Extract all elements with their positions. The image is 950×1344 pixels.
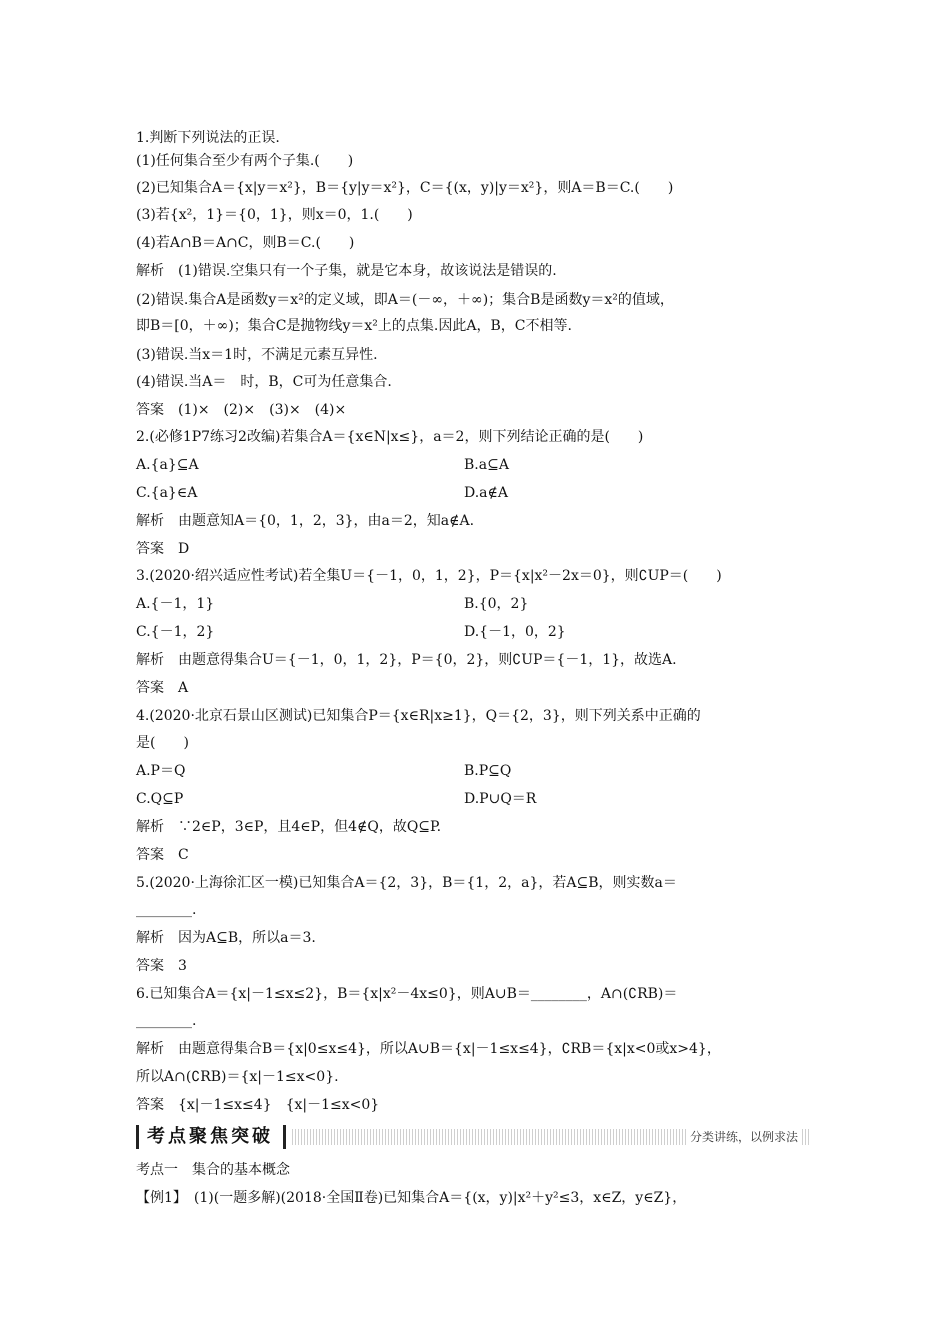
- q1-item-1: (1)任何集合至少有两个子集.( ): [136, 153, 354, 169]
- q3-option-d: D.{－1，0，2}: [464, 624, 566, 640]
- section-banner: [136, 1125, 810, 1149]
- q4-answer: 答案 C: [136, 847, 189, 863]
- q1-analysis-1: 解析 (1)错误.空集只有一个子集，就是它本身，故该说法是错误的.: [136, 263, 557, 279]
- section-banner-title: 考点聚焦突破: [136, 1125, 286, 1149]
- q1-analysis-2: (2)错误.集合A是函数y＝x²的定义域，即A＝(－∞，＋∞)；集合B是函数y＝x²的值域，: [136, 292, 674, 308]
- question-3: 3.(2020·绍兴适应性考试)若全集U＝{－1，0，1，2}，P＝{x|x²－2x＝0}，则∁UP＝( ): [136, 568, 722, 584]
- q4-option-a: A.P＝Q: [136, 763, 186, 779]
- q4-option-b: B.P⊆Q: [464, 763, 512, 779]
- q6-analysis: 解析 由题意得集合B＝{x|0≤x≤4}，所以A∪B＝{x|－1≤x≤4}，∁RB＝{x|x<0或x>4}，: [136, 1041, 721, 1057]
- question-6: 6.已知集合A＝{x|－1≤x≤2}，B＝{x|x²－4x≤0}，则A∪B＝________，A∩(∁RB)＝: [136, 986, 678, 1002]
- question-2: 2.(必修1P7练习2改编)若集合A＝{x∈N|x≤}，a＝2，则下列结论正确的是( ): [136, 429, 644, 445]
- question-1-title: 1.判断下列说法的正误.: [136, 130, 280, 146]
- q2-answer: 答案 D: [136, 541, 190, 557]
- q1-analysis-2-cont: 即B＝[0，＋∞)；集合C是抛物线y＝x²上的点集.因此A，B，C不相等.: [136, 318, 572, 334]
- q4-option-d: D.P∪Q＝R: [464, 791, 537, 807]
- q3-analysis: 解析 由题意得集合U＝{－1，0，1，2}，P＝{0，2}，则∁UP＝{－1，1}，故选A.: [136, 652, 677, 668]
- q1-item-4: (4)若A∩B＝A∩C，则B＝C.( ): [136, 235, 355, 251]
- question-4-cont: 是( ): [136, 735, 189, 751]
- q5-analysis: 解析 因为A⊆B，所以a＝3.: [136, 930, 316, 946]
- example-1: 【例1】 (1)(一题多解)(2018·全国Ⅱ卷)已知集合A＝{(x，y)|x²＋y²≤3，x∈Z，y∈Z}，: [136, 1190, 687, 1206]
- q1-analysis-3: (3)错误.当x＝1时，不满足元素互异性.: [136, 347, 378, 363]
- question-5: 5.(2020·上海徐汇区一模)已知集合A＝{2，3}，B＝{1，2，a}，若A⊆B，则实数a＝: [136, 875, 677, 891]
- q6-answer: 答案 {x|－1≤x≤4} {x|－1≤x<0}: [136, 1097, 380, 1113]
- question-4: 4.(2020·北京石景山区测试)已知集合P＝{x∈R|x≥1}，Q＝{2，3}，则下列关系中正确的: [136, 708, 701, 724]
- question-6-blank: ________.: [136, 1013, 197, 1029]
- topic-heading: 考点一 集合的基本概念: [136, 1162, 290, 1178]
- question-5-blank: ________.: [136, 902, 197, 918]
- q1-item-2: (2)已知集合A＝{x|y＝x²}，B＝{y|y＝x²}，C＝{(x，y)|y＝x²}，则A＝B＝C.( ): [136, 180, 674, 196]
- q1-item-3: (3)若{x²，1}＝{0，1}，则x＝0，1.( ): [136, 207, 413, 223]
- q3-option-b: B.{0，2}: [464, 596, 529, 612]
- q2-analysis: 解析 由题意知A＝{0，1，2，3}，由a＝2，知a∉A.: [136, 513, 475, 529]
- q1-answer: 答案 (1)× (2)× (3)× (4)×: [136, 402, 347, 418]
- q4-option-c: C.Q⊆P: [136, 791, 184, 807]
- q3-answer: 答案 A: [136, 680, 189, 696]
- section-banner-tag: 分类讲练，以例求法: [686, 1128, 802, 1146]
- q3-option-a: A.{－1，1}: [136, 596, 215, 612]
- q1-analysis-4: (4)错误.当A＝ 时，B，C可为任意集合.: [136, 374, 392, 390]
- q3-option-c: C.{－1，2}: [136, 624, 215, 640]
- q2-option-c: C.{a}∈A: [136, 485, 198, 501]
- q2-option-b: B.a⊆A: [464, 457, 509, 473]
- q5-answer: 答案 3: [136, 958, 187, 974]
- q6-analysis-cont: 所以A∩(∁RB)＝{x|－1≤x<0}.: [136, 1069, 339, 1085]
- q2-option-a: A.{a}⊆A: [136, 457, 199, 473]
- q2-option-d: D.a∉A: [464, 485, 508, 501]
- q4-analysis: 解析 ∵2∈P，3∈P，且4∈P，但4∉Q，故Q⊆P.: [136, 819, 442, 835]
